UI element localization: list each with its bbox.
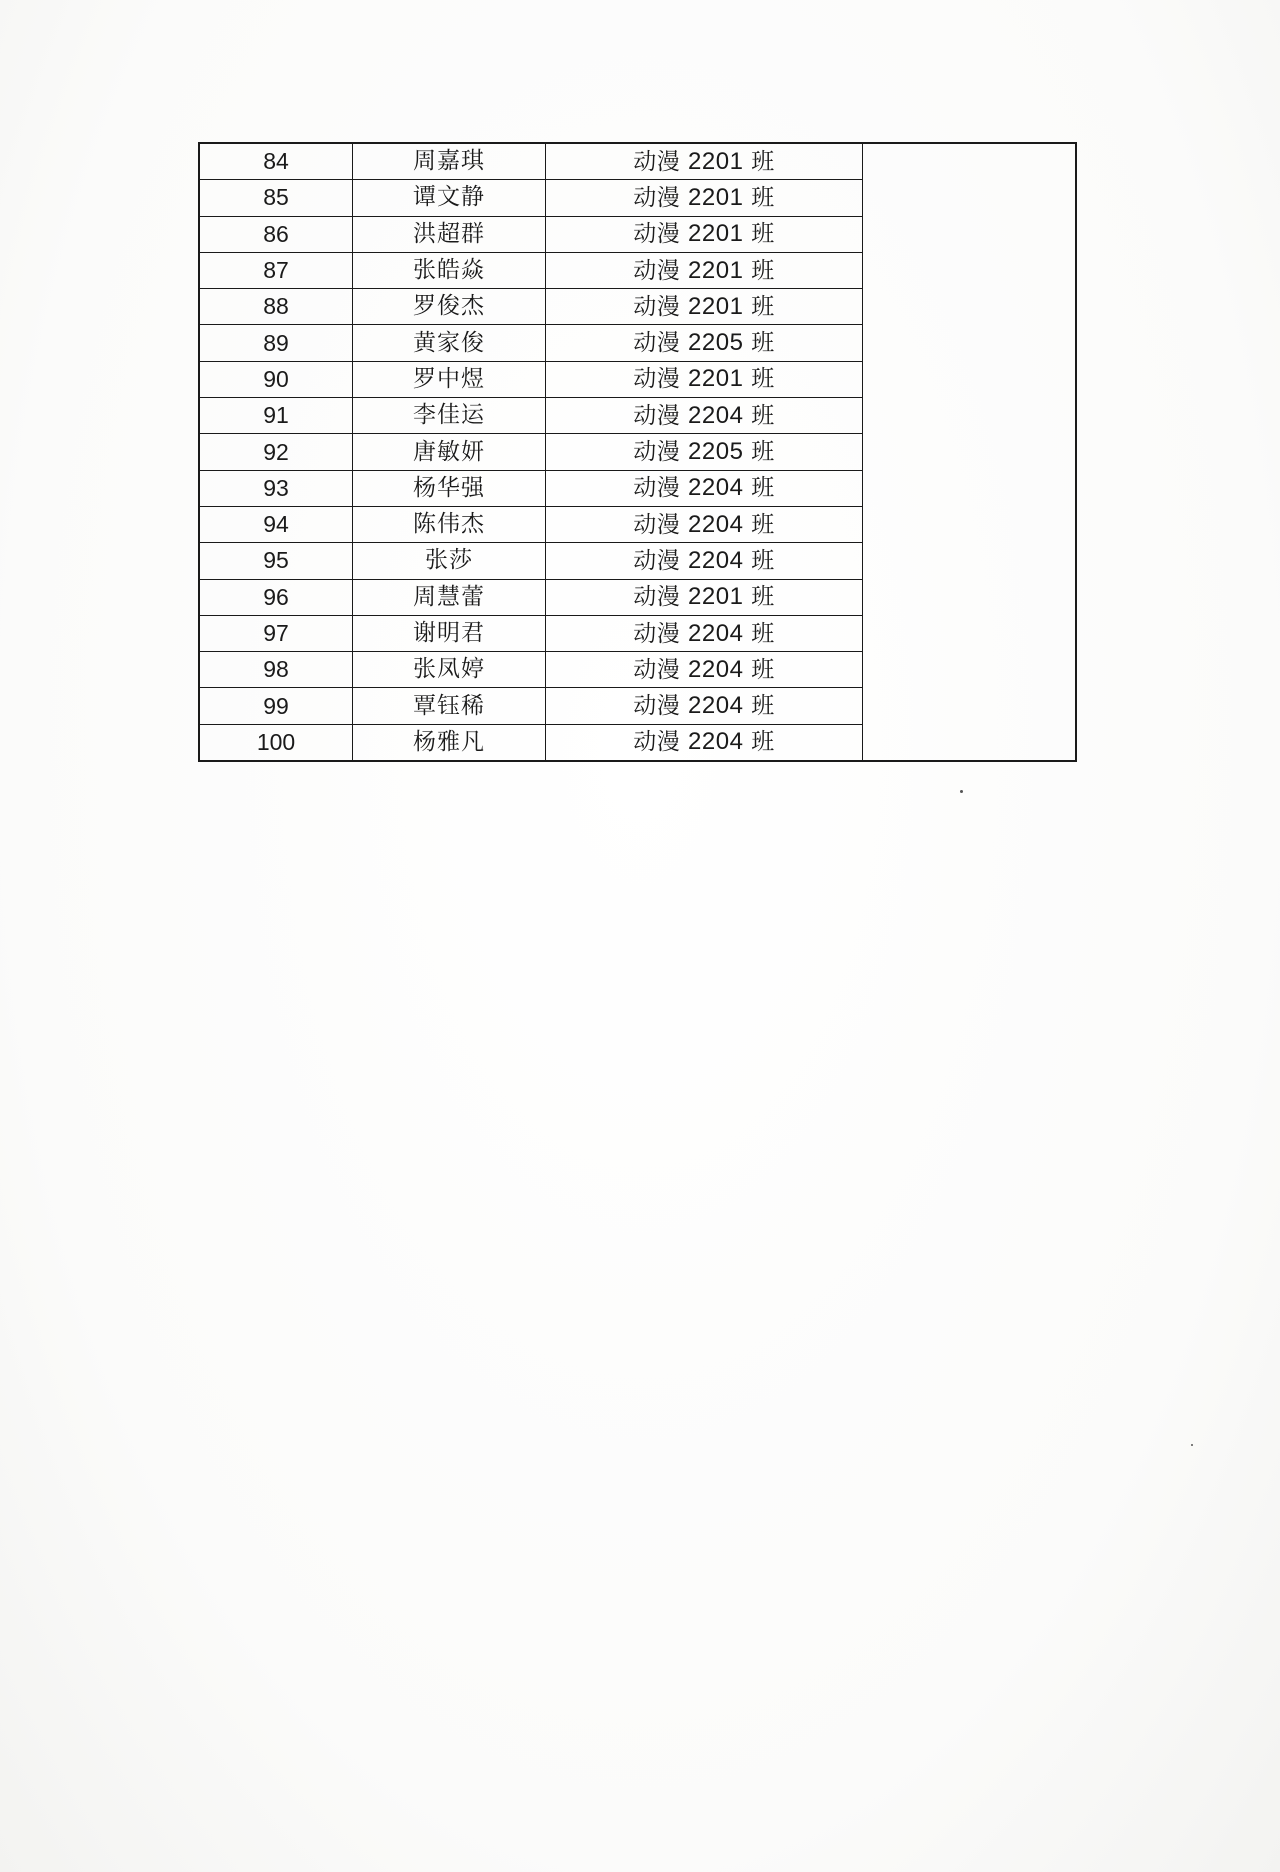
class-suffix: 班: [751, 366, 775, 393]
student-name-cell: 唐敏妍: [353, 434, 546, 470]
class-suffix: 班: [751, 620, 775, 647]
class-number: 2205: [688, 329, 744, 357]
student-name-cell: 谭文静: [353, 180, 546, 216]
class-prefix: 动漫: [633, 148, 681, 175]
student-name-cell: 罗中煜: [353, 361, 546, 397]
class-prefix: 动漫: [633, 330, 681, 357]
class-suffix: 班: [751, 693, 775, 720]
row-number-cell: 91: [199, 398, 353, 434]
class-suffix: 班: [751, 402, 775, 429]
student-name-cell: 洪超群: [353, 216, 546, 252]
class-cell: [546, 543, 863, 579]
class-cell: [546, 579, 863, 615]
student-name-cell: 陈伟杰: [353, 506, 546, 542]
class-suffix: 班: [751, 184, 775, 211]
student-name-cell: 杨华强: [353, 470, 546, 506]
row-number-cell: 90: [199, 361, 353, 397]
row-number-cell: 89: [199, 325, 353, 361]
class-cell: [546, 398, 863, 434]
class-suffix: 班: [751, 148, 775, 175]
scan-speck: [960, 790, 963, 793]
row-number-cell: 95: [199, 543, 353, 579]
class-suffix: 班: [751, 439, 775, 466]
class-cell: [546, 325, 863, 361]
class-number: 2204: [688, 546, 744, 574]
class-number: 2204: [688, 401, 744, 429]
class-number: 2201: [688, 583, 744, 611]
class-cell: [546, 434, 863, 470]
row-number-cell: 84: [199, 143, 353, 180]
row-number-cell: 100: [199, 724, 353, 761]
class-prefix: 动漫: [633, 729, 681, 756]
class-suffix: 班: [751, 547, 775, 574]
student-name-cell: 李佳运: [353, 398, 546, 434]
class-number: 2204: [688, 655, 744, 683]
class-cell: [546, 652, 863, 688]
class-prefix: 动漫: [633, 547, 681, 574]
class-cell: [546, 361, 863, 397]
class-prefix: 动漫: [633, 511, 681, 538]
row-number-cell: 88: [199, 289, 353, 325]
class-number: 2201: [688, 147, 744, 175]
class-suffix: 班: [751, 584, 775, 611]
class-cell: [546, 615, 863, 651]
row-number-cell: 94: [199, 506, 353, 542]
table-row: [199, 143, 1076, 180]
class-number: 2204: [688, 510, 744, 538]
class-prefix: 动漫: [633, 656, 681, 683]
class-cell: [546, 252, 863, 288]
class-prefix: 动漫: [633, 584, 681, 611]
class-prefix: 动漫: [633, 439, 681, 466]
class-suffix: 班: [751, 656, 775, 683]
class-cell: [546, 724, 863, 761]
class-cell: [546, 216, 863, 252]
class-suffix: 班: [751, 330, 775, 357]
student-name-cell: 谢明君: [353, 615, 546, 651]
student-name-cell: 周嘉琪: [353, 143, 546, 180]
class-prefix: 动漫: [633, 402, 681, 429]
remarks-cell: [863, 143, 1077, 761]
class-suffix: 班: [751, 729, 775, 756]
student-name-cell: 覃钰稀: [353, 688, 546, 724]
student-name-cell: 周慧蕾: [353, 579, 546, 615]
class-prefix: 动漫: [633, 221, 681, 248]
class-number: 2201: [688, 183, 744, 211]
class-cell: [546, 289, 863, 325]
class-number: 2201: [688, 256, 744, 284]
row-number-cell: 93: [199, 470, 353, 506]
student-roster-table: [198, 142, 1077, 762]
class-cell: [546, 470, 863, 506]
class-prefix: 动漫: [633, 620, 681, 647]
class-cell: [546, 180, 863, 216]
row-number-cell: 98: [199, 652, 353, 688]
row-number-cell: 96: [199, 579, 353, 615]
class-number: 2204: [688, 474, 744, 502]
roster-body: [199, 143, 1076, 761]
class-number: 2204: [688, 728, 744, 756]
row-number-cell: 86: [199, 216, 353, 252]
row-number-cell: 87: [199, 252, 353, 288]
class-suffix: 班: [751, 221, 775, 248]
class-prefix: 动漫: [633, 184, 681, 211]
class-prefix: 动漫: [633, 293, 681, 320]
class-number: 2204: [688, 692, 744, 720]
class-suffix: 班: [751, 293, 775, 320]
scan-speck: [1191, 1444, 1193, 1446]
class-number: 2201: [688, 220, 744, 248]
row-number-cell: 92: [199, 434, 353, 470]
class-number: 2201: [688, 292, 744, 320]
class-suffix: 班: [751, 257, 775, 284]
student-name-cell: 黄家俊: [353, 325, 546, 361]
class-cell: [546, 688, 863, 724]
class-number: 2205: [688, 438, 744, 466]
class-suffix: 班: [751, 511, 775, 538]
class-suffix: 班: [751, 475, 775, 502]
class-prefix: 动漫: [633, 257, 681, 284]
class-prefix: 动漫: [633, 475, 681, 502]
student-name-cell: 张凤婷: [353, 652, 546, 688]
class-prefix: 动漫: [633, 366, 681, 393]
student-name-cell: 罗俊杰: [353, 289, 546, 325]
row-number-cell: 99: [199, 688, 353, 724]
row-number-cell: 97: [199, 615, 353, 651]
class-cell: [546, 143, 863, 180]
class-prefix: 动漫: [633, 693, 681, 720]
class-cell: [546, 506, 863, 542]
class-number: 2204: [688, 619, 744, 647]
student-name-cell: 张莎: [353, 543, 546, 579]
row-number-cell: 85: [199, 180, 353, 216]
student-name-cell: 杨雅凡: [353, 724, 546, 761]
class-number: 2201: [688, 365, 744, 393]
student-name-cell: 张皓焱: [353, 252, 546, 288]
